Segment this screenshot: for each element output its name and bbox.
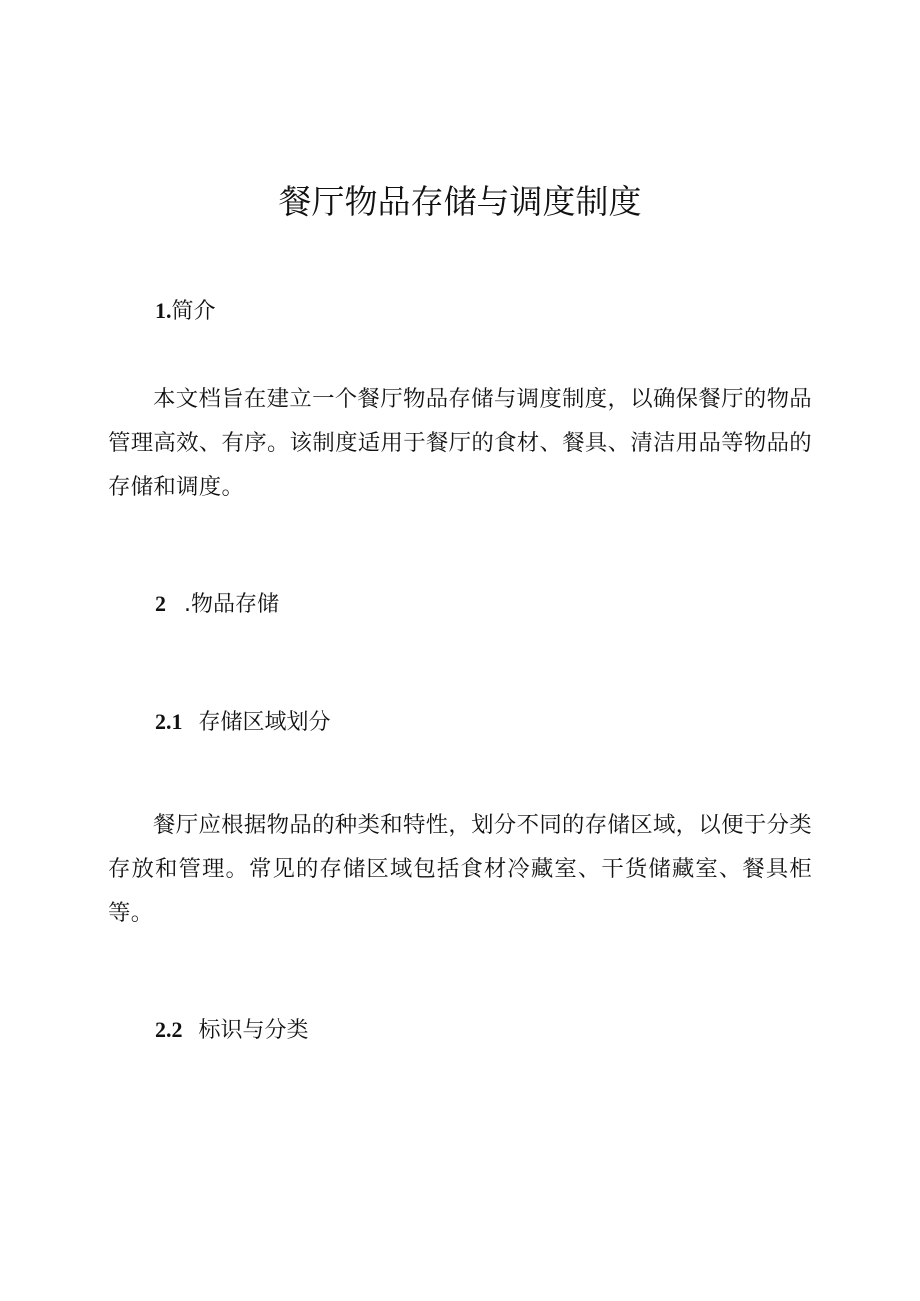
section-number: 2.1	[155, 709, 183, 734]
section-heading-intro	[155, 296, 216, 327]
section-title: 标识与分类	[198, 1018, 309, 1043]
section-number: 2.2	[155, 1017, 183, 1042]
section-number: 2	[155, 591, 166, 616]
section-heading-storage-areas	[155, 707, 331, 738]
document-title: 餐厅物品存储与调度制度	[278, 182, 642, 221]
section-heading-storage	[155, 589, 279, 620]
section-title: .物品存储	[184, 592, 279, 617]
section-number: 1.	[155, 298, 172, 323]
section-title: 存储区域划分	[198, 710, 331, 735]
intro-paragraph: 本文档旨在建立一个餐厅物品存储与调度制度，以确保餐厅的物品管理高效、有序。该制度适用于餐厅的食材、餐具、清洁用品等物品的存储和调度。	[108, 386, 812, 500]
section-title: 简介	[171, 299, 216, 324]
storage-areas-paragraph: 餐厅应根据物品的种类和特性，划分不同的存储区域，以便于分类存放和管理。常见的存储区域包括食材冷藏室、干货储藏室、餐具柜等。	[108, 812, 812, 926]
section-heading-labeling	[155, 1015, 309, 1046]
